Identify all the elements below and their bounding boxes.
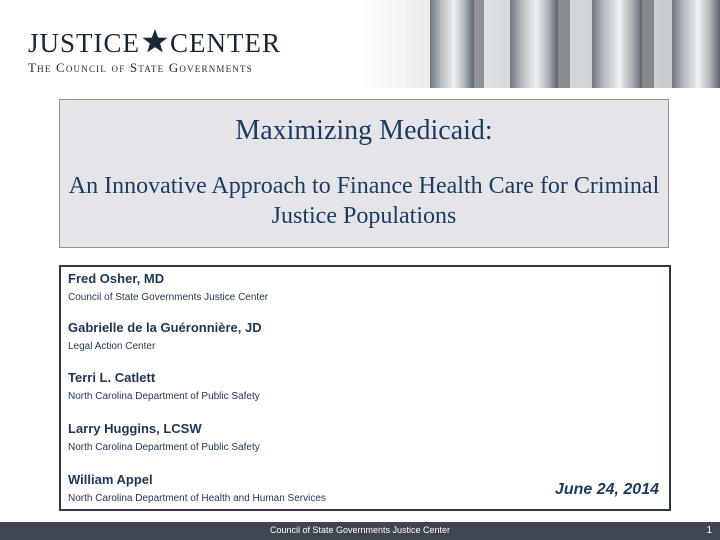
presenters-box [59,265,671,511]
star-icon [141,28,169,54]
page-number: 1 [706,525,712,536]
presenter-item [68,320,262,354]
footer-text: Council of State Governments Justice Center [269,525,451,535]
presenter-name: Larry Huggins, LCSW [68,421,202,436]
presenter-org: North Carolina Department of Public Safety [68,442,260,453]
columns-photo [360,0,720,88]
logo-subtitle: The Council of State Governments [28,60,253,75]
slide-title: Maximizing Medicaid: [235,115,493,146]
logo-brand-left: JUSTICE [28,28,141,58]
presenter-name: Terri L. Catlett [68,370,156,385]
presenter-item [68,421,260,455]
presenter-name: Gabrielle de la Guéronnière, JD [68,320,262,335]
header-banner [0,0,720,88]
presenter-org: Legal Action Center [68,341,156,352]
presenter-org: Council of State Governments Justice Center [68,292,269,303]
presenter-org: North Carolina Department of Health and Human Services [68,493,326,504]
presenter-item [68,370,260,404]
presenter-name: William Appel [68,472,153,487]
title-box [59,99,669,248]
justice-center-logo [28,28,281,76]
slide-subtitle: An Innovative Approach to Finance Health Care for Criminal Justice Populations [68,173,660,229]
presenter-item [68,472,326,506]
presenter-name: Fred Osher, MD [68,271,165,286]
presenter-item [68,271,268,305]
presenter-org: North Carolina Department of Public Safety [68,391,260,402]
footer-bar [0,522,720,540]
logo-brand-right: CENTER [170,28,282,58]
presentation-date: June 24, 2014 [554,481,659,498]
